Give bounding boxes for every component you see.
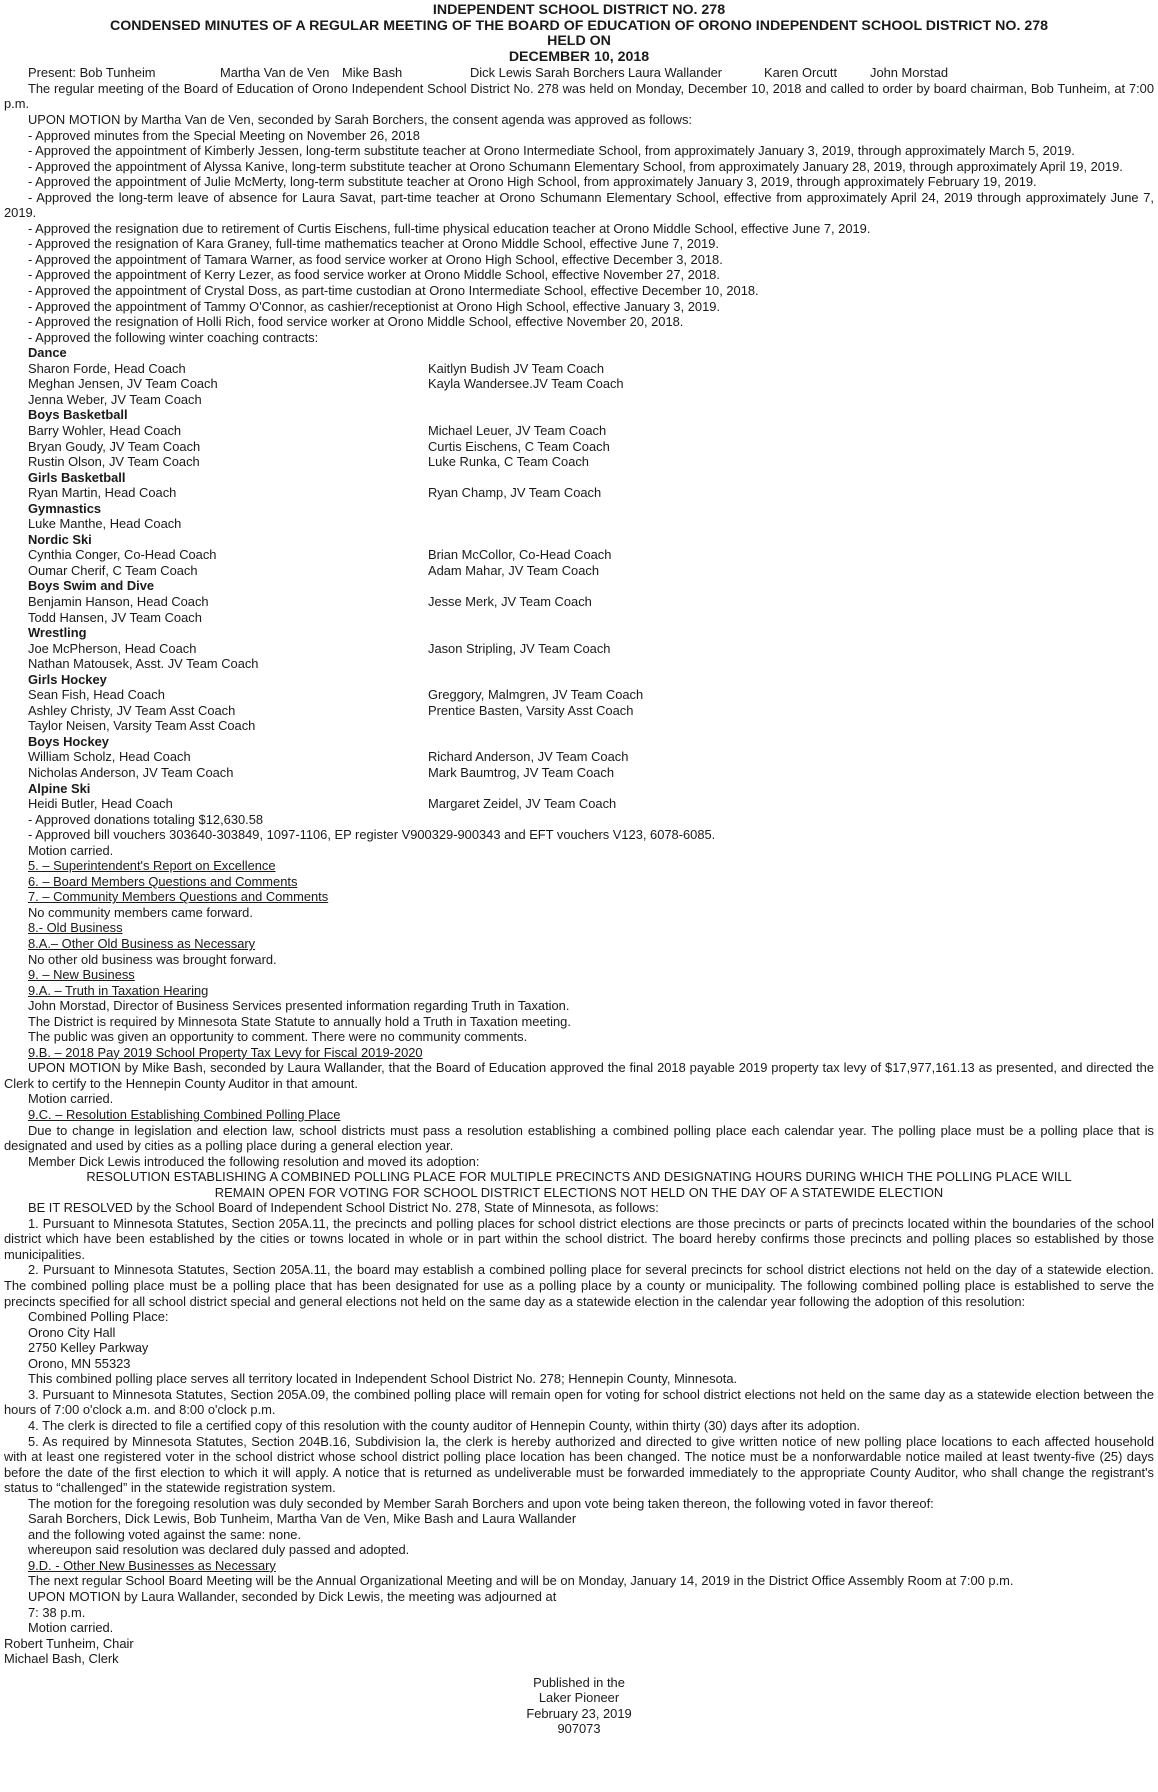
resolution-clause: 2. Pursuant to Minnesota Statutes, Section 205A.11, the board may establish a combined polling place for several precincts for school district elections not held on the day of a statewide election. The combined polling place must be a polling place that has been designated for use as a polling place by a county or municipality. The following combined polling place is established to serve the precincts specified for all school district special and general elections not held on the same day as a statewide election in the calendar year following the adoption of this resolution: — [4, 1262, 1154, 1309]
present-member: Mike Bash — [342, 65, 403, 81]
sport-heading: Boys Basketball — [28, 407, 128, 423]
consent-item: - Approved the appointment of Tammy O'Connor, as cashier/receptionist at Orono High School, effective January 3, 2019. — [28, 298, 721, 314]
coach-entry: Ryan Champ, JV Team Coach — [428, 485, 602, 501]
coach-row — [4, 516, 1154, 532]
publication-info — [4, 1675, 1154, 1737]
coach-row — [4, 687, 1154, 703]
coach-entry: Adam Mahar, JV Team Coach — [428, 562, 600, 578]
coaching-contracts — [4, 345, 1154, 811]
polling-place-note: This combined polling place serves all territory located in Independent School District No. 278; Hennepin County, Minnesota. — [28, 1371, 738, 1387]
coach-entry: Cynthia Conger, Co-Head Coach — [28, 547, 217, 563]
held-on-label: HELD ON — [547, 33, 611, 50]
coach-entry: Ashley Christy, JV Team Asst Coach — [28, 702, 236, 718]
coach-entry: Michael Leuer, JV Team Coach — [428, 422, 607, 438]
consent-item: - Approved minutes from the Special Meeting on November 26, 2018 — [28, 127, 420, 143]
present-member: Karen Orcutt — [764, 65, 838, 81]
coach-entry: Barry Wohler, Head Coach — [28, 422, 182, 438]
consent-item: - Approved the resignation of Kara Graney, full-time mathematics teacher at Orono Middle School, effective June 7, 2019. — [28, 236, 719, 252]
section-text: Member Dick Lewis introduced the following resolution and moved its adoption: — [28, 1153, 480, 1169]
coach-row — [4, 376, 1154, 392]
coach-entry: Nicholas Anderson, JV Team Coach — [28, 764, 234, 780]
vote-text: Sarah Borchers, Dick Lewis, Bob Tunheim, Martha Van de Ven, Mike Bash and Laura Wallander — [28, 1511, 577, 1527]
coach-row — [4, 594, 1154, 610]
coach-row — [4, 641, 1154, 657]
adjourn-time: 7: 38 p.m. — [28, 1604, 86, 1620]
coach-entry: William Scholz, Head Coach — [28, 749, 191, 765]
section-text: The next regular School Board Meeting will be the Annual Organizational Meeting and will be on Monday, January 14, 2019 in the District Office Assembly Room at 7:00 p.m. — [28, 1573, 1014, 1589]
publication-line: Published in the — [533, 1674, 625, 1690]
levy-motion: UPON MOTION by Mike Bash, seconded by Laura Wallander, that the Board of Education approved the final 2018 payable 2019 property tax levy of $17,977,161.13 as presented, and directed the Clerk to certify to the Hennepin County Auditor in that amount. — [4, 1060, 1154, 1091]
consent-item: - Approved the appointment of Kerry Lezer, as food service worker at Orono Middle School, effective November 27, 2018. — [28, 267, 720, 283]
document-title: CONDENSED MINUTES OF A REGULAR MEETING OF THE BOARD OF EDUCATION OF ORONO INDEPENDENT SCHOOL DISTRICT NO. 278 — [110, 17, 1048, 34]
section-heading: 9.D. - Other New Businesses as Necessary — [28, 1557, 276, 1573]
resolution-clause: 4. The clerk is directed to file a certified copy of this resolution with the county auditor of Hennepin County, within thirty (30) days after its adoption. — [28, 1417, 861, 1433]
coach-row — [4, 454, 1154, 470]
attendance-line — [4, 65, 1154, 81]
coach-entry: Jason Stripling, JV Team Coach — [428, 640, 611, 656]
coach-entry: Luke Runka, C Team Coach — [428, 454, 589, 470]
coach-entry: Heidi Butler, Head Coach — [28, 796, 173, 812]
section-heading: 9. – New Business — [28, 967, 135, 983]
sport-heading: Dance — [28, 345, 67, 361]
vote-text: The motion for the foregoing resolution was duly seconded by Member Sarah Borchers and upon vote being taken thereon, the following voted in favor thereof: — [28, 1495, 934, 1511]
coach-entry: Oumar Cherif, C Team Coach — [28, 562, 198, 578]
consent-item: - Approved the appointment of Crystal Doss, as part-time custodian at Orono Intermediate School, effective December 10, 2018. — [28, 283, 759, 299]
vote-text: and the following voted against the same: none. — [28, 1526, 302, 1542]
present-member: Laura Wallander — [628, 65, 723, 81]
section-text: Due to change in legislation and election law, school districts must pass a resolution establishing a combined polling place each calendar year. The polling place must be a polling place that is designated and used by cities as a polling place during a general election year. — [4, 1122, 1154, 1154]
signature-clerk: Michael Bash, Clerk — [4, 1651, 119, 1667]
sport-heading: Gymnastics — [28, 500, 102, 516]
section-heading: 5. – Superintendent's Report on Excellence — [28, 858, 276, 874]
coach-entry: Jesse Merk, JV Team Coach — [428, 593, 592, 609]
section-heading: 9.B. – 2018 Pay 2019 School Property Tax Levy for Fiscal 2019-2020 — [28, 1044, 423, 1060]
section-heading: 9.C. – Resolution Establishing Combined Polling Place — [28, 1107, 341, 1123]
sport-heading: Boys Hockey — [28, 733, 109, 749]
coach-entry: Kaitlyn Budish JV Team Coach — [428, 360, 605, 376]
coach-entry: Nathan Matousek, Asst. JV Team Coach — [28, 656, 259, 672]
coach-entry: Mark Baumtrog, JV Team Coach — [428, 764, 615, 780]
coach-entry: Brian McCollor, Co-Head Coach — [428, 547, 612, 563]
polling-place-name: Orono City Hall — [28, 1324, 116, 1340]
publication-date: February 23, 2019 — [526, 1705, 632, 1721]
coach-entry: Joe McPherson, Head Coach — [28, 640, 197, 656]
coach-entry: Prentice Basten, Varsity Asst Coach — [428, 702, 634, 718]
motion-carried: Motion carried. — [28, 842, 114, 858]
publication-newspaper: Laker Pioneer — [538, 1690, 620, 1706]
section-text: The District is required by Minnesota State Statute to annually hold a Truth in Taxation meeting. — [28, 1013, 571, 1029]
donations-line: - Approved donations totaling $12,630.58 — [28, 811, 264, 827]
section-text: The public was given an opportunity to comment. There were no community comments. — [28, 1029, 528, 1045]
consent-item: - Approved the resignation due to retirement of Curtis Eischens, full-time physical education teacher at Orono Middle School, effective June 7, 2019. — [28, 220, 871, 236]
district-heading: INDEPENDENT SCHOOL DISTRICT NO. 278 — [432, 2, 726, 18]
resolution-clause: 1. Pursuant to Minnesota Statutes, Section 205A.11, the precincts and polling places for school district elections are those precincts or parts of precincts located within the boundaries of the school district which have been established by the cities or towns located in whole or in part within the school district. The board hereby confirms those precincts and polling places so established by those municipalities. — [4, 1215, 1154, 1262]
coach-row — [4, 610, 1154, 626]
section-heading: 9.A. – Truth in Taxation Hearing — [28, 982, 209, 998]
coach-row — [4, 485, 1154, 501]
coach-entry: Luke Manthe, Head Coach — [28, 516, 182, 532]
consent-item: - Approved the appointment of Alyssa Kanive, long-term substitute teacher at Orono Schumann Elementary School, from approximately January 28, 2019, through approximately April 19, 2019. — [28, 158, 1123, 174]
coach-entry: Meghan Jensen, JV Team Coach — [28, 376, 218, 392]
coach-row — [4, 796, 1154, 812]
coach-entry: Richard Anderson, JV Team Coach — [428, 749, 629, 765]
polling-place-street: 2750 Kelley Parkway — [28, 1340, 149, 1356]
coach-entry: Kayla Wandersee.JV Team Coach — [428, 376, 624, 392]
adjourn-motion: UPON MOTION by Laura Wallander, seconded by Dick Lewis, the meeting was adjourned at — [28, 1588, 557, 1604]
sport-heading: Boys Swim and Dive — [28, 578, 155, 594]
coach-row — [4, 656, 1154, 672]
section-text: No other old business was brought forward. — [28, 951, 277, 967]
consent-item: - Approved the appointment of Tamara Warner, as food service worker at Orono High School, effective December 3, 2018. — [28, 251, 723, 267]
present-member: Martha Van de Ven — [220, 65, 330, 81]
coach-entry: Jenna Weber, JV Team Coach — [28, 391, 202, 407]
resolution-clause: 3. Pursuant to Minnesota Statutes, Section 205A.09, the combined polling place will remain open for voting for school district elections not held on the same day as a statewide election between the hours of 7:00 o'clock a.m. and 8:00 o'clock p.m. — [4, 1386, 1154, 1418]
sport-heading: Alpine Ski — [28, 780, 91, 796]
coach-entry: Sharon Forde, Head Coach — [28, 360, 186, 376]
publication-number: 907073 — [557, 1721, 601, 1737]
coach-entry: Todd Hansen, JV Team Coach — [28, 609, 202, 625]
section-heading: 6. – Board Members Questions and Comments — [28, 873, 298, 889]
coach-entry: Greggory, Malmgren, JV Team Coach — [428, 687, 644, 703]
consent-item: - Approved the appointment of Julie McMerty, long-term substitute teacher at Orono High School, from approximately January 3, 2019, through approximately February 19, 2019. — [28, 174, 1037, 190]
motion-carried: Motion carried. — [28, 1620, 114, 1636]
consent-item: - Approved the appointment of Kimberly Jessen, long-term substitute teacher at Orono Intermediate School, from approximately January 3, 2019, through approximately March 5, 2019. — [28, 143, 1075, 159]
signature-chair: Robert Tunheim, Chair — [4, 1635, 134, 1651]
coach-row — [4, 749, 1154, 765]
coach-row — [4, 361, 1154, 377]
meeting-date: DECEMBER 10, 2018 — [508, 48, 650, 65]
motion-carried: Motion carried. — [28, 1091, 114, 1107]
intro-paragraph: The regular meeting of the Board of Education of Orono Independent School District No. 278 was held on Monday, December 10, 2018 and called to order by board chairman, Bob Tunheim, at 7:00 p.m. — [4, 80, 1154, 112]
section-text: John Morstad, Director of Business Services presented information regarding Truth in Taxation. — [28, 998, 570, 1014]
coach-row — [4, 765, 1154, 781]
present-member: John Morstad — [870, 65, 949, 81]
coach-row — [4, 563, 1154, 579]
coach-row — [4, 703, 1154, 719]
present-member: Present: Bob Tunheim — [28, 65, 156, 81]
polling-place-city: Orono, MN 55323 — [28, 1355, 131, 1371]
coach-row — [4, 423, 1154, 439]
coach-entry: Bryan Goudy, JV Team Coach — [28, 438, 201, 454]
section-heading: 8.A.– Other Old Business as Necessary — [28, 936, 256, 951]
vouchers-line: - Approved bill vouchers 303640-303849, 1097-1106, EP register V900329-900343 and EFT vouchers V123, 6078-6085. — [28, 827, 716, 843]
sport-heading: Wrestling — [28, 625, 87, 641]
vote-text: whereupon said resolution was declared duly passed and adopted. — [28, 1542, 410, 1558]
present-member: Dick Lewis Sarah Borchers — [470, 65, 625, 81]
consent-item: - Approved the following winter coaching contracts: — [28, 329, 319, 345]
consent-item: - Approved the resignation of Holli Rich, food service worker at Orono Middle School, effective November 20, 2018. — [28, 314, 684, 330]
coach-row — [4, 547, 1154, 563]
sport-heading: Girls Hockey — [28, 671, 107, 687]
coach-entry: Ryan Martin, Head Coach — [28, 485, 177, 501]
section-heading: 8.- Old Business — [28, 920, 123, 936]
coach-entry: Margaret Zeidel, JV Team Coach — [428, 796, 617, 812]
coach-row — [4, 718, 1154, 734]
coach-entry: Curtis Eischens, C Team Coach — [428, 438, 610, 454]
coach-entry: Taylor Neisen, Varsity Team Asst Coach — [28, 718, 256, 734]
resolution-clause: 5. As required by Minnesota Statutes, Section 204B.16, Subdivision la, the clerk is hereby authorized and directed to give written notice of new polling place locations to each affected household with at least one registered voter in the school district whose school district polling place location has been changed. The notice must be a nonforwardable notice mailed at least twenty-five (25) days before the date of the first election to which it will apply. A notice that is returned as undeliverable must be forwarded immediately to the appropriate County Auditor, who shall change the registrant's status to “challenged” in the statewide registration system. — [4, 1433, 1154, 1496]
coach-entry: Sean Fish, Head Coach — [28, 687, 165, 703]
sport-heading: Nordic Ski — [28, 531, 92, 547]
section-text: No community members came forward. — [28, 904, 253, 920]
polling-place-label: Combined Polling Place: — [28, 1309, 169, 1325]
consent-motion: UPON MOTION by Martha Van de Ven, seconded by Sarah Borchers, the consent agenda was approved as follows: — [28, 112, 692, 128]
coach-row — [4, 439, 1154, 455]
coach-entry: Rustin Olson, JV Team Coach — [28, 454, 200, 470]
section-heading: 7. – Community Members Questions and Comments — [28, 889, 329, 905]
coach-entry: Benjamin Hanson, Head Coach — [28, 593, 209, 609]
resolution-intro: BE IT RESOLVED by the School Board of Independent School District No. 278, State of Minnesota, as follows: — [28, 1200, 659, 1216]
consent-item: - Approved the long-term leave of absence for Laura Savat, part-time teacher at Orono Schumann Elementary School, effective from approximately April 24, 2019 through approximately June 7, 2019. — [4, 189, 1154, 221]
legal-notice — [4, 3, 1154, 1737]
resolution-title: RESOLUTION ESTABLISHING A COMBINED POLLING PLACE FOR MULTIPLE PRECINCTS AND DESIGNATING HOURS DURING WHICH THE POLLING PLACE WILL REMAIN OPEN FOR VOTING FOR SCHOOL DISTRICT ELECTIONS NOT HELD ON THE DAY OF A STATEWIDE ELECTION — [86, 1169, 1072, 1200]
sport-heading: Girls Basketball — [28, 469, 126, 485]
coach-row — [4, 392, 1154, 408]
